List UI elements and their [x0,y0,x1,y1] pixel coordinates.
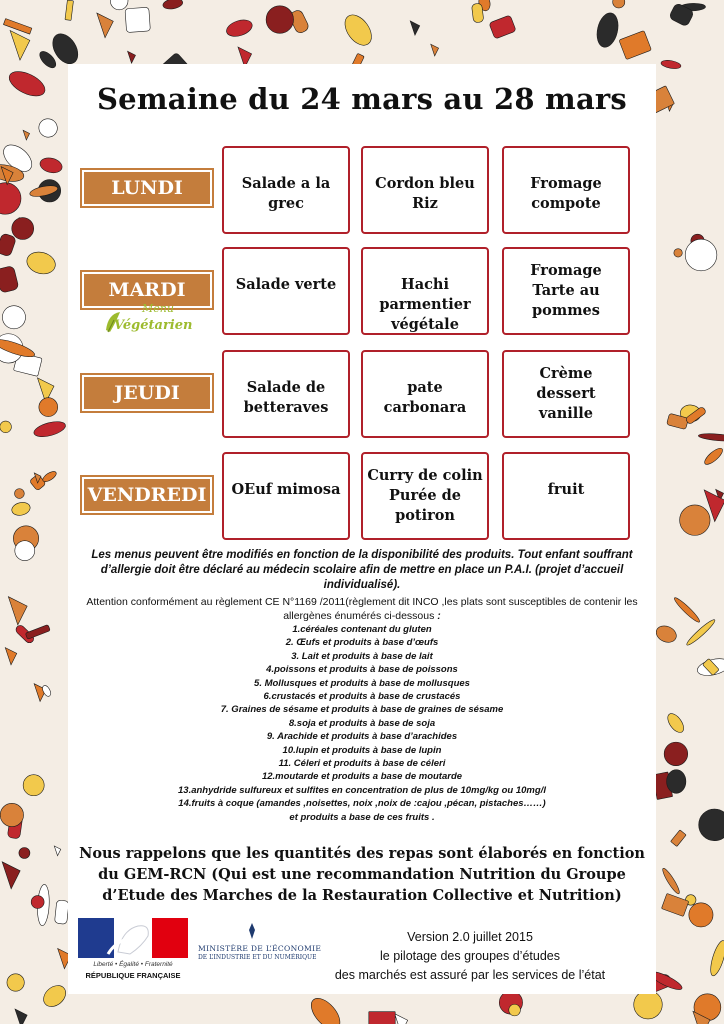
list-item: 8.soja et produits à base de soja [288,717,436,729]
list-item: 7. Graines de sésame et produits à base de graines de sésame [220,704,504,716]
food-pattern-shape [35,115,61,141]
food-pattern-shape [11,501,32,517]
food-pattern-shape [125,7,150,32]
food-pattern-shape [31,896,44,909]
food-pattern-shape [699,809,724,841]
food-pattern-shape [224,17,254,39]
version-line3: des marchés est assuré par les services de l’état [334,968,606,982]
food-pattern-shape [489,15,516,39]
day-badge-mardi: MARDI [82,272,212,308]
food-pattern-shape [671,830,687,847]
food-pattern-shape [0,265,19,293]
ministere-emblem-icon [244,922,260,940]
list-item: 4.poissons et produits à base de poissons [266,664,458,676]
vegetarian-menu-label: Menu [142,302,174,315]
meal-lundi-starter: Salade a la grec [222,146,350,234]
list-item: 2. Œufs et produits à base d’œufs [285,637,439,649]
inco-attention [72,595,652,623]
food-pattern-shape [0,183,21,215]
food-pattern-shape [680,505,710,535]
food-pattern-shape [0,421,11,433]
food-pattern-shape [12,218,34,240]
list-item: 5. Mollusques et produits à base de mollusques [254,677,470,689]
food-pattern-shape [54,846,60,856]
food-pattern-shape [110,0,128,10]
food-pattern-shape [15,541,35,561]
food-pattern-shape [306,993,345,1024]
food-pattern-shape [54,900,69,924]
day-badge-lundi: LUNDI [82,170,212,206]
allergen-notes [72,548,652,824]
food-pattern-shape [2,306,25,329]
list-item: 10.lupin et produits à base de lupin [282,744,442,756]
list-item: 3. Lait et produits à base de lait [291,650,433,662]
food-pattern-shape [674,249,682,257]
version-line1: Version 2.0 juillet 2015 [407,930,533,944]
inco-attention-text: Attention conformément au règlement CE N°1169 /2011(règlement dit INCO ,les plats sont susceptibles de contenir les allergènes énumérés ci-dessous [86,596,638,622]
food-pattern-shape [24,249,58,277]
food-pattern-shape [654,623,679,645]
inco-attention-colon: : [434,610,441,622]
food-pattern-shape [702,446,724,467]
food-pattern-shape [5,67,48,101]
meal-jeudi-starter: Salade de betteraves [222,350,350,438]
food-pattern-shape [708,939,724,977]
list-item: 1.céréales contenant du gluten [292,624,432,635]
food-pattern-shape [25,625,50,640]
food-pattern-shape [266,6,293,33]
version-note [296,928,644,985]
food-pattern-shape [395,1014,408,1024]
allergen-list [72,623,652,824]
meal-lundi-main: Cordon bleu Riz [361,146,489,234]
meal-vendredi-dessert: fruit [502,452,630,540]
food-pattern-shape [689,903,713,927]
food-pattern-shape [15,489,25,499]
food-pattern-shape [65,0,73,20]
food-pattern-shape [664,742,688,766]
food-pattern-shape [23,130,29,140]
meal-jeudi-dessert: Crème dessert vanille [502,350,630,438]
list-item: 14.fruits à coque (amandes ,noisettes, noix ,noix de :cajou ,pécan, pistaches……) [178,798,546,810]
food-pattern-shape [2,862,20,889]
food-pattern-shape [660,867,681,896]
food-pattern-shape [698,432,724,442]
republique-motto: Liberté • Égalité • Fraternité [93,961,173,968]
food-pattern-shape [41,469,58,483]
list-item: 6.crustacés et produits à base de crustacés [263,691,461,703]
food-pattern-shape [23,775,44,796]
ministere-line1: MINISTÈRE DE L’ÉCONOMIE [198,944,322,953]
republique-name: RÉPUBLIQUE FRANÇAISE [85,971,181,980]
food-pattern-shape [19,848,30,859]
list-item: 13.anhydride sulfureux et sulfites en concentration de plus de 10mg/kg ou 10mg/l [178,784,546,796]
list-item: et produits a base de ces fruits . [289,811,435,823]
food-pattern-shape [39,398,58,417]
meal-mardi-dessert: Fromage Tarte au pommes [502,247,630,335]
day-badge-jeudi: JEUDI [82,375,212,411]
meal-lundi-dessert: Fromage compote [502,146,630,234]
food-pattern-shape [685,618,717,648]
food-pattern-shape [7,974,24,991]
list-item: 12.moutarde et produits a base de moutarde [261,771,463,783]
food-pattern-shape [685,239,717,271]
vegetarian-word-label: Végétarien [114,318,193,333]
meal-mardi-starter: Salade verte [222,247,350,335]
list-item: 11. Céleri et produits à base de céleri [278,758,446,770]
food-pattern-shape [8,597,27,625]
food-pattern-shape [38,156,63,175]
version-line2: le pilotage des groupes d’études [380,949,560,963]
food-pattern-shape [431,44,439,56]
food-pattern-shape [661,893,688,916]
food-pattern-shape [10,31,30,61]
food-pattern-shape [660,59,681,70]
ministere-line2: DE L’INDUSTRIE ET DU NUMÉRIQUE [198,954,317,961]
food-pattern-shape [39,981,69,1011]
list-item: 9. Arachide et produits à base d’arachides [266,731,458,743]
food-pattern-shape [410,21,420,35]
food-pattern-shape [594,11,621,50]
meal-vendredi-starter: OEuf mimosa [222,452,350,540]
day-badge-vendredi: VENDREDI [82,477,212,513]
food-pattern-shape [0,803,23,826]
meal-jeudi-main: pate carbonara [361,350,489,438]
food-pattern-shape [672,596,701,625]
food-pattern-shape [15,1009,27,1024]
food-pattern-shape [162,0,183,10]
food-pattern-shape [3,19,31,34]
food-pattern-shape [5,648,17,665]
food-pattern-shape [665,711,687,735]
food-pattern-shape [0,233,17,257]
food-pattern-shape [509,1004,521,1016]
meal-mardi-main: Hachi parmentier végétale [361,247,489,335]
food-pattern-shape [340,10,377,50]
food-pattern-shape [128,51,136,63]
meal-vendredi-main: Curry de colin Purée de potiron [361,452,489,540]
food-pattern-shape [619,31,652,60]
food-pattern-shape [634,990,663,1019]
food-pattern-shape [471,3,483,23]
availability-warning: Les menus peuvent être modifiés en fonction de la disponibilité des produits. Tout enfant souffrant d’allergie doit être déclaré au médecin scolaire afin de mettre en place un P.A.I. (projet d’accueil individualisé). [91,549,633,591]
food-pattern-shape [613,0,625,8]
food-pattern-shape [667,770,686,794]
food-pattern-shape [32,419,67,440]
gem-rcn-reminder: Nous rappelons que les quantités des repas sont élaborés en fonction du GEM-RCN (Qui est une recommandation Nutrition du Groupe d’Etude des Marches de la Restauration Collective et Nutrition) [79,845,645,904]
page-title: Semaine du 24 mars au 28 mars [97,82,627,116]
food-pattern-shape [369,1012,395,1024]
food-pattern-shape [97,13,113,38]
